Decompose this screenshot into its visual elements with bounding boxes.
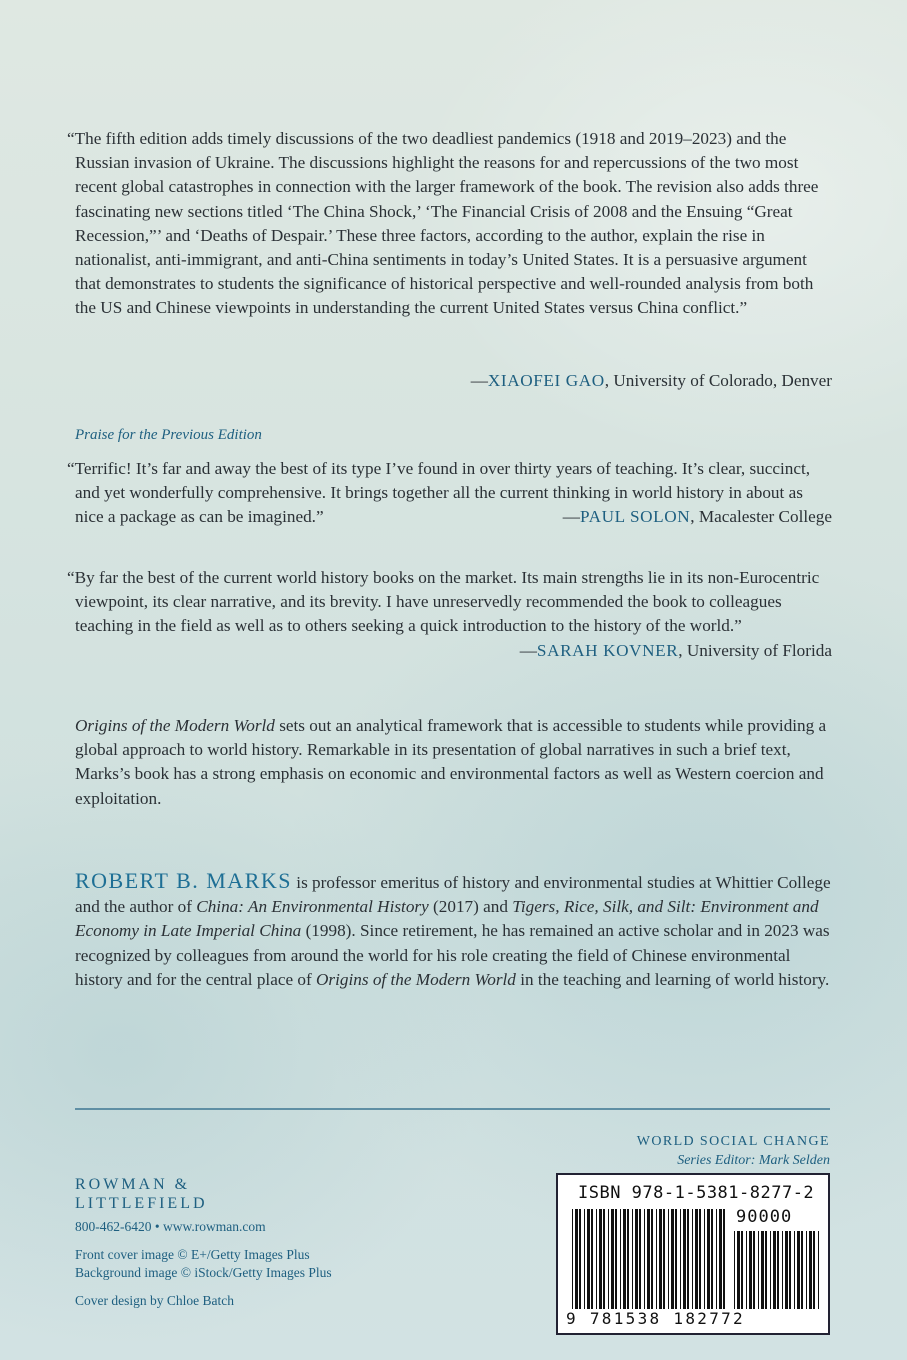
barcode-bar: [719, 1209, 722, 1313]
series-name: WORLD SOCIAL CHANGE: [636, 1134, 830, 1149]
barcode-bar: [644, 1209, 645, 1313]
barcode-bar: [584, 1209, 585, 1313]
quote-attribution: —XIAOFEI GAO, University of Colorado, Denver: [470, 371, 832, 390]
background-credit: Background image © iStock/Getty Images Plus: [75, 1265, 332, 1280]
attribution-name: XIAOFEI GAO: [487, 371, 605, 390]
barcode-bar: [761, 1231, 764, 1309]
barcode-bar: [599, 1209, 602, 1313]
barcode-bar: [785, 1231, 788, 1309]
quote-kovner: [67, 566, 832, 639]
quote-attribution: —PAUL SOLON, Macalester College: [562, 507, 832, 526]
barcode-bar: [675, 1209, 677, 1313]
barcode-bar: [635, 1209, 638, 1313]
barcode-bar: [659, 1209, 662, 1313]
front-cover-credit: Front cover image © E+/Getty Images Plus: [75, 1247, 310, 1262]
barcode-bar: [575, 1209, 578, 1313]
barcode-bar: [572, 1209, 573, 1313]
barcode-bar: [746, 1231, 747, 1309]
quote-text: “The fifth edition adds timely discussions of the two deadliest pandemics (1918 and 2019–2023) and the Russian invasion of Ukraine. The discussions highlight the reasons for and repercussions of the two most recent global catastrophes in connection with the larger framework of the book. The revision also adds three fascinating new sections titled ‘The China Shock,’ ‘The Financial Crisis of 2008 and the Ensuing “Great Recession,”’ and ‘Deaths of Despair.’ These three factors, according to the author, explain the rise in nationalist, anti-immigrant, and anti-China sentiments in today’s United States. It is a persuasive argument that demonstrates to students the significance of historical perspective and well-rounded analysis from both the US and Chinese viewpoints in understanding the current United States versus China conflict.”: [67, 129, 819, 318]
barcode-bar: [591, 1209, 593, 1313]
quote-text: “By far the best of the current world history books on the market. Its main strengths lie in its non-Eurocentric viewpoint, its clear narrative, and its brevity. I have unreservedly recommended the book to colleagues teaching in the field as well as to others seeking a quick introduction to the history of the world.”: [67, 568, 820, 636]
barcode-bar: [716, 1209, 717, 1313]
isbn-label: ISBN 978-1-5381-8277-2: [578, 1183, 815, 1203]
series-editor: Series Editor: Mark Selden: [677, 1153, 830, 1168]
barcode-bar: [704, 1209, 705, 1313]
barcode-bar: [615, 1209, 617, 1313]
ean-bars: [572, 1209, 728, 1313]
barcode-bar: [596, 1209, 597, 1313]
barcode-bar: [813, 1231, 815, 1309]
praise-heading: Praise for the Previous Edition: [75, 427, 262, 443]
barcode-bar: [579, 1209, 581, 1313]
barcode-bar: [656, 1209, 657, 1313]
book-description: Origins of the Modern World sets out an analytical framework that is accessible to students while providing a global approach to world history. Remarkable in its presentation of global narratives in such a brief text, Marks’s book has a strong emphasis on economic and environmental factors as well as Western coercion and exploitation.: [75, 716, 827, 808]
barcode-bar: [608, 1209, 609, 1313]
barcode-bar: [587, 1209, 590, 1313]
barcode-bar: [741, 1231, 743, 1309]
barcode-bar: [671, 1209, 674, 1313]
attribution-name: SARAH KOVNER: [536, 641, 679, 660]
author-bio: ROBERT B. MARKS is professor emeritus of history and environmental studies at Whittier College and the author of China: An Environmental History (2017) and Tigers, Rice, Silk, and Silt: Environment and Economy in Late Imperial China (1998). Since retirement, he has remained an active scholar and in 2023 was recognized by colleagues from around the world for his role creating the field of Chinese environmental history and for the central place of Origins of the Modern World in the teaching and learning of world history.: [75, 868, 831, 989]
barcode-bar: [687, 1209, 689, 1313]
barcode-bar: [809, 1231, 812, 1309]
barcode-bar: [797, 1231, 800, 1309]
barcode-bar: [765, 1231, 767, 1309]
barcode-bar: [668, 1209, 669, 1313]
barcode-bar: [623, 1209, 626, 1313]
barcode-bar: [639, 1209, 641, 1313]
barcode-bar: [611, 1209, 614, 1313]
barcode-bar: [603, 1209, 605, 1313]
book-title: Origins of the Modern World: [75, 716, 275, 735]
attribution-affiliation: , University of Colorado, Denver: [604, 371, 832, 390]
barcode-bar: [651, 1209, 653, 1313]
barcode-bar: [695, 1209, 698, 1313]
barcode-bar: [627, 1209, 629, 1313]
barcode-bar: [770, 1231, 771, 1309]
barcode-bar: [707, 1209, 710, 1313]
barcode-bar: [680, 1209, 681, 1313]
barcode-bar: [711, 1209, 713, 1313]
barcode-bar: [647, 1209, 650, 1313]
barcode-bar: [773, 1231, 776, 1309]
barcode-bar: [753, 1231, 755, 1309]
addon-bars: [734, 1231, 820, 1309]
barcode-bar: [692, 1209, 693, 1313]
cover-design-credit: Cover design by Chloe Batch: [75, 1293, 234, 1308]
barcode-bar: [723, 1209, 725, 1313]
quote-fifth-edition: [67, 127, 832, 321]
ean-number: 9 781538 182772: [566, 1309, 745, 1328]
barcode-bar: [801, 1231, 803, 1309]
barcode-bar: [758, 1231, 759, 1309]
barcode-bar: [683, 1209, 686, 1313]
barcode-bar: [620, 1209, 621, 1313]
barcode-bar: [789, 1231, 791, 1309]
barcode-bar: [794, 1231, 795, 1309]
barcode-bar: [818, 1231, 819, 1309]
price-code: 90000: [736, 1207, 793, 1227]
publisher-logo: ROWMAN & LITTLEFIELD: [75, 1176, 208, 1212]
isbn-barcode: [556, 1173, 830, 1335]
barcode-bar: [777, 1231, 779, 1309]
attribution-name: PAUL SOLON: [579, 507, 691, 526]
quote-text: “Terrific! It’s far and away the best of its type I’ve found in over thirty years of teaching. It’s clear, succinct, and yet wonderfully comprehensive. It brings together all the current thinking in world history in about as nice a package as can be imagined.”: [67, 459, 811, 527]
barcode-bar: [782, 1231, 783, 1309]
barcode-bar: [806, 1231, 807, 1309]
barcode-bar: [734, 1231, 735, 1309]
barcode-bar: [699, 1209, 701, 1313]
attribution-affiliation: , Macalester College: [690, 507, 832, 526]
divider: [75, 1108, 830, 1110]
author-name: ROBERT B. MARKS: [75, 868, 292, 893]
barcode-bar: [737, 1231, 740, 1309]
attribution-affiliation: , University of Florida: [678, 641, 832, 660]
barcode-bar: [663, 1209, 665, 1313]
image-credits: [75, 1246, 332, 1282]
barcode-bar: [632, 1209, 633, 1313]
barcode-bar: [749, 1231, 752, 1309]
quote-attribution: —SARAH KOVNER, University of Florida: [519, 641, 832, 660]
publisher-contact: 800-462-6420 • www.rowman.com: [75, 1219, 266, 1234]
